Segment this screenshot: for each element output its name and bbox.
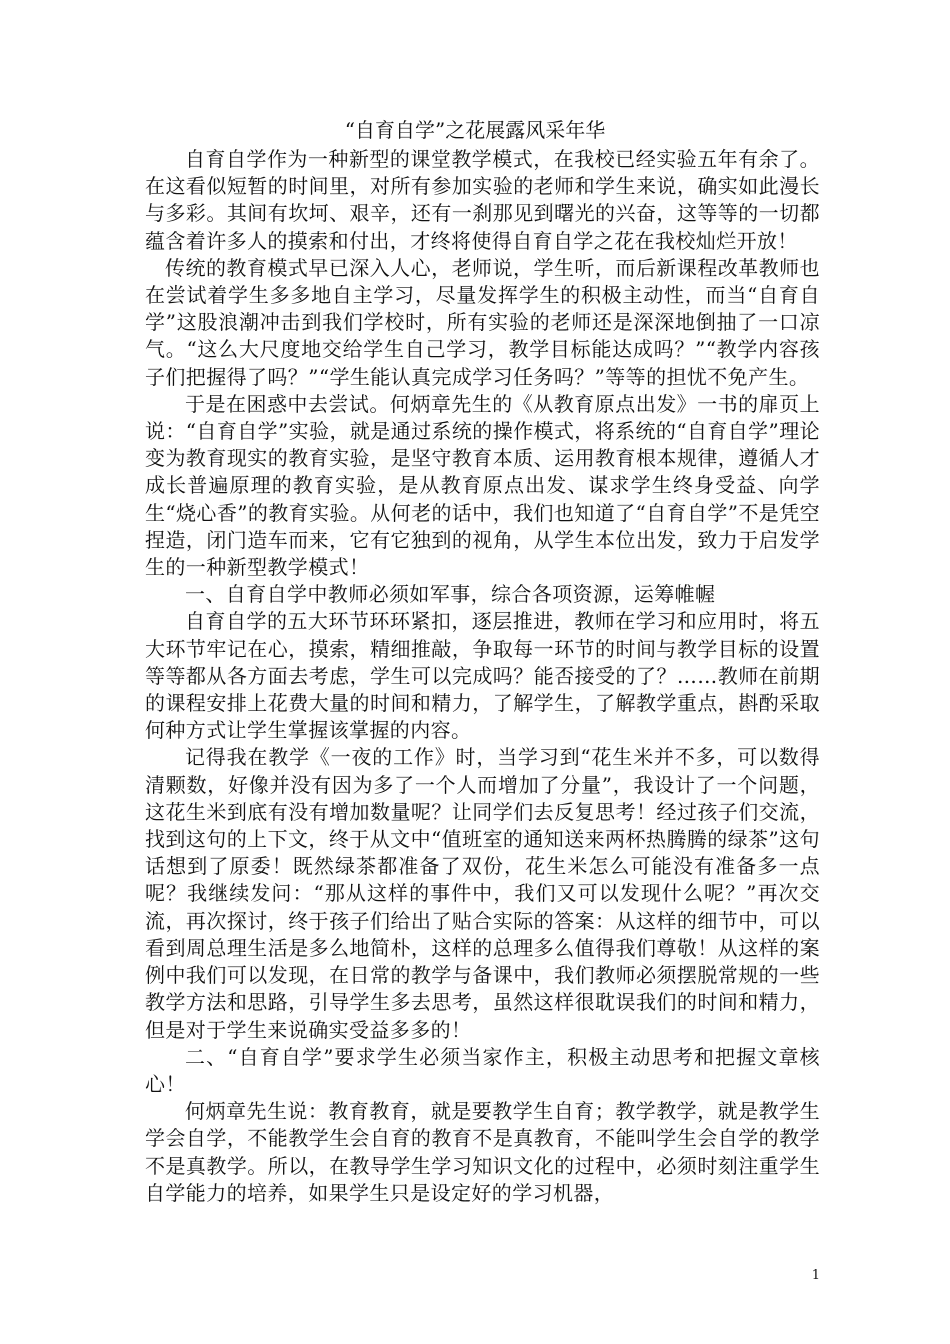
paragraph-intro: 自育自学作为一种新型的课堂教学模式，在我校已经实验五年有余了。在这看似短暂的时间里，对所有参加实验的老师和学生来说，确实如此漫长与多彩。其间有坎坷、艰辛，还有一刹那见到曙光的兴奋，这等等的一切都蕴含着许多人的摸索和付出，才终将使得自育自学之花在我校灿烂开放！	[145, 147, 820, 253]
document-body	[145, 146, 820, 1207]
page-number: 1	[811, 1268, 820, 1283]
section-heading-teacher: 一、自育自学中教师必须如军事，综合各项资源，运筹帷幄	[185, 582, 716, 607]
paragraph-self-education: 何炳章先生说：教育教育，就是要教学生自育；教学教学，就是教学生学会自学，不能教学生会自育的教育不是真教育，不能叫学生会自学的教学不是真教学。所以，在教导学生学习知识文化的过程中，必须时刻注重学生自学能力的培养，如果学生只是设定好的学习机器，	[145, 1099, 820, 1205]
paragraph-teaching-example: 记得我在教学《一夜的工作》时，当学习到“花生米并不多，可以数得清颗数，好像并没有因为多了一个人而增加了分量”，我设计了一个问题，这花生米到底有没有增加数量呢？让同学们去反复思考！经过孩子们交流，找到这句的上下文，终于从文中“值班室的通知送来两杯热腾腾的绿茶”这句话想到了原委！既然绿茶都准备了双份，花生米怎么可能没有准备多一点呢？我继续发问：“那从这样的事件中，我们又可以发现什么呢？”再次交流，再次探讨，终于孩子们给出了贴合实际的答案：从这样的细节中，可以看到周总理生活是多么地简朴，这样的总理多么值得我们尊敬！从这样的案例中我们可以发现，在日常的教学与备课中，我们教师必须摆脱常规的一些教学方法和思路，引导学生多去思考，虽然这样很耽误我们的时间和精力，但是对于学生来说确实受益多多的！	[145, 745, 820, 1042]
document-title: “自育自学”之花展露风采年华	[344, 118, 606, 142]
paragraph-attempt: 于是在困惑中去尝试。何炳章先生的《从教育原点出发》一书的扉页上说：“自育自学”实验，就是通过系统的操作模式，将系统的“自育自学”理论变为教育现实的教育实验，是坚守教育本质、运用教育根本规律，遵循人才成长普遍原理的教育实验，是从教育原点出发、谋求学生终身受益、向学生“烧心香”的教育实验。从何老的话中，我们也知道了“自育自学”不是凭空捏造，闭门造车而来，它有它独到的视角，从学生本位出发，致力于启发学生的一种新型教学模式！	[145, 391, 820, 580]
section-heading-student: 二、“自育自学”要求学生必须当家作主，积极主动思考和把握文章核心！	[145, 1044, 820, 1096]
paragraph-five-steps: 自育自学的五大环节环环紧扣，逐层推进，教师在学习和应用时，将五大环节牢记在心，摸索，精细推敲，争取每一环节的时间与教学目标的设置等等都从各方面去考虑，学生可以完成吗？能否接受的了？……教师在前期的课程安排上花费大量的时间和精力，了解学生，了解教学重点，斟酌采取何种方式让学生掌握该掌握的内容。	[145, 609, 820, 743]
paragraph-traditional-model: 传统的教育模式早已深入人心，老师说，学生听，而后新课程改革教师也在尝试着学生多多地自主学习，尽量发挥学生的积极主动性，而当“自育自学”这股浪潮冲击到我们学校时，所有实验的老师还是深深地倒抽了一口凉气。“这么大尺度地交给学生自己学习，教学目标能达成吗？”“教学内容孩子们把握得了吗？”“学生能认真完成学习任务吗？”等等的担忧不免产生。	[145, 255, 820, 389]
